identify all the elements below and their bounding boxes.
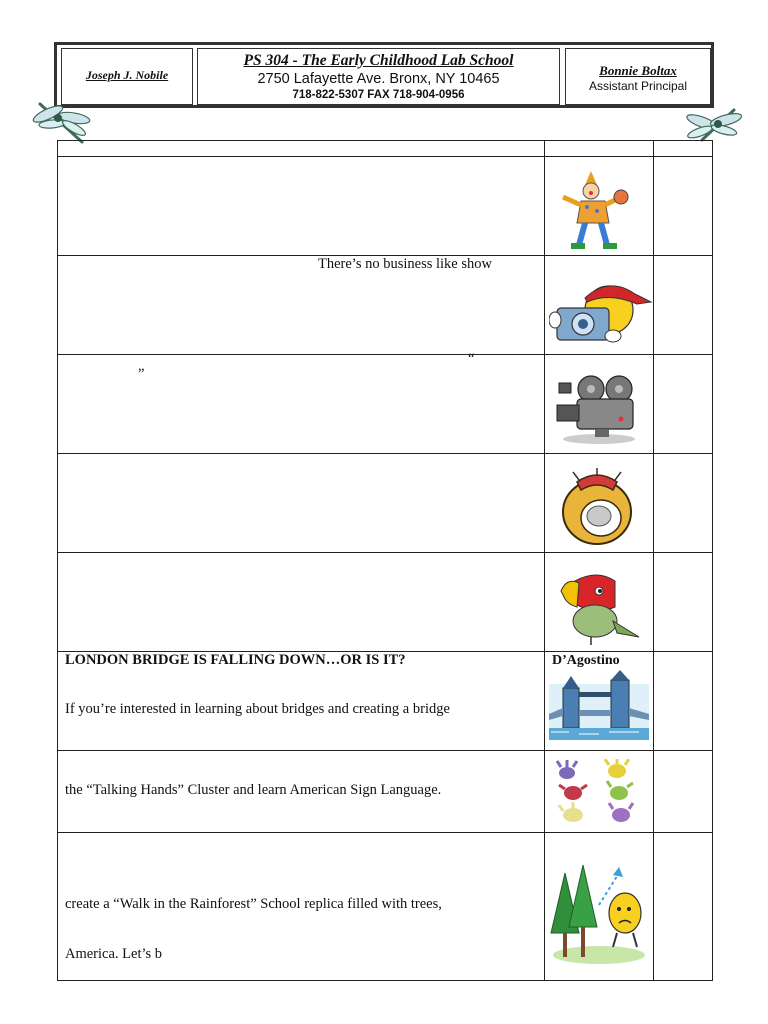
school-name: PS 304 - The Early Childhood Lab School [243,52,514,69]
teacher-name: D’Agostino [552,653,620,668]
parrot-icon [557,571,647,647]
header-cell-teacher [545,141,654,157]
cluster-blank-cell [654,256,713,355]
tower-bridge-icon [549,670,649,740]
header-cell-room [654,141,713,157]
cluster-table [57,140,713,981]
cluster-blank-cell [654,157,713,256]
cluster-description-cell [58,652,545,751]
cluster-text-line: create a “Walk in the Rainforest” School replica filled with trees, [65,896,442,912]
cluster-blank-cell [654,454,713,553]
principal-box [61,48,193,105]
table-header-row [58,141,713,157]
table-row [58,355,713,454]
cluster-text-line: There’s no business like show [318,256,492,272]
table-row [58,751,713,833]
table-row [58,454,713,553]
cluster-text-line: ” [138,366,145,382]
cluster-blank-cell [654,751,713,833]
camera-smiley-icon [549,278,653,348]
principal-name: Joseph J. Nobile [85,68,169,82]
cluster-image-cell [545,833,654,981]
cluster-description-cell [58,351,545,454]
cluster-description-cell [58,833,545,981]
cluster-image-cell [545,157,654,256]
movie-camera-icon [555,373,643,445]
table-row [58,553,713,652]
cluster-text-line: “ [468,351,475,367]
cluster-image-cell [545,355,654,454]
cluster-blank-cell [654,652,713,751]
cluster-image-cell [545,553,654,652]
assistant-principal-box [565,48,711,105]
cluster-blank-cell [654,553,713,652]
cluster-text-line: If you’re interested in learning about bridges and creating a bridge [65,701,450,717]
cluster-description-cell [58,157,545,256]
cluster-heading: LONDON BRIDGE IS FALLING DOWN…OR IS IT? [65,652,406,668]
table-row [58,157,713,256]
table-row [58,833,713,981]
cluster-blank-cell [654,833,713,981]
school-address: 2750 Lafayette Ave. Bronx, NY 10465 [257,71,500,87]
ring-icon [557,468,641,548]
clown-icon [557,169,641,253]
table-row [58,652,713,751]
assistant-principal-title: Assistant Principal [588,79,688,93]
cluster-image-cell [545,454,654,553]
cluster-description-cell [58,454,545,553]
letterhead [54,42,714,108]
cluster-image-cell [545,751,654,833]
header-cell-description [58,141,545,157]
cluster-description-cell [58,751,545,833]
assistant-principal-name: Bonnie Boltax [599,63,677,78]
cluster-description-cell [58,553,545,652]
cluster-text-line: the “Talking Hands” Cluster and learn American Sign Language. [65,782,442,798]
trees-smiley-icon [549,863,649,967]
cluster-description-cell [58,256,545,355]
cluster-image-cell [545,256,654,355]
school-phone: 718-822-5307 FAX 718-904-0956 [292,89,465,101]
handprints-icon [551,759,647,829]
cluster-blank-cell [654,355,713,454]
cluster-image-cell [545,652,654,751]
cluster-text-line: America. Let’s b [65,946,163,962]
table-row [58,256,713,355]
school-info-box [197,48,560,105]
